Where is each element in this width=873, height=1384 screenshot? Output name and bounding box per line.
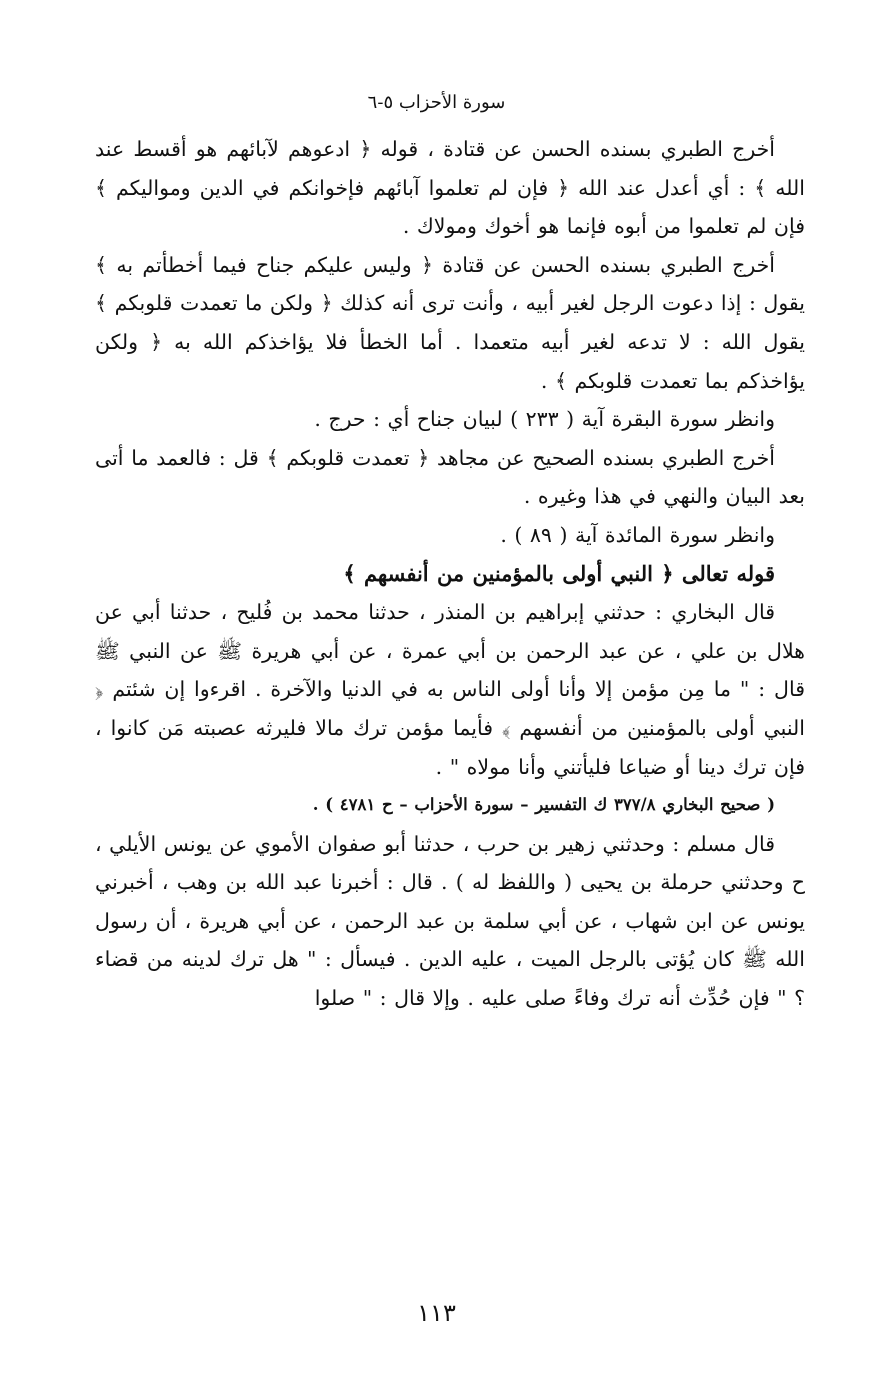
paragraph-tabari-qatada-1: أخرج الطبري بسنده الحسن عن قتادة ، قوله ﴿ ادعوهم لآبائهم هو أقسط عند الله ﴾ : أي أعدل عند الله ﴿ فإن لم تعلموا آبائهم فإخوانكم في الدين ومواليكم ﴾ فإن لم تعلموا من أبوه فإنما هو أخوك ومولاك . xyxy=(95,137,805,239)
paragraph-tabari-qatada-2: أخرج الطبري بسنده الحسن عن قتادة ﴿ وليس عليكم جناح فيما أخطأتم به ﴾ يقول : إذا دعوت الرجل لغير أبيه ، وأنت ترى أنه كذلك ﴿ ولكن ما تعمدت قلوبكم ﴾ يقول الله : لا تدعه لغير أبيه متعمدا . أما الخطأ فلا يؤاخذكم الله به ﴿ ولكن يؤاخذكم بما تعمدت قلوبكم ﴾ . xyxy=(95,252,805,393)
source-citation: ( صحيح البخاري ٣٧٧/٨ ك التفسير – سورة الأحزاب – ح ٤٧٨١ ) . xyxy=(312,795,775,815)
paragraph-see-baqara: وانظر سورة البقرة آية ( ٢٣٣ ) لبيان جناح أي : حرج . xyxy=(314,407,775,432)
hadith-muslim: قال مسلم : وحدثني زهير بن حرب ، حدثنا أبو صفوان الأموي عن يونس الأيلي ، ح وحدثني حرملة بن يحيى ( واللفظ له ) . قال : أخبرنا عبد الله بن وهب ، أخبرني يونس عن ابن شهاب ، عن أبي سلمة بن عبد الرحمن ، عن أبي هريرة ، أن رسول الله ﷺ كان يُؤتى بالرجل الميت ، عليه الدين . فيسأل : " هل ترك لدينه من قضاء ؟ " فإن حُدِّث أنه ترك وفاءً صلى عليه . وإلا قال : " صلوا xyxy=(95,831,805,1011)
paragraph-see-maida: وانظر سورة المائدة آية ( ٨٩ ) . xyxy=(500,522,775,547)
hadith-bukhari: قال البخاري : حدثني إبراهيم بن المنذر ، حدثنا محمد بن فُليح ، حدثنا أبي عن هلال بن علي ، عن عبد الرحمن بن أبي عمرة ، عن أبي هريرة ﷺ عن النبي ﷺ قال : " ما مِن مؤمن إلا وأنا أولى الناس به في الدنيا والآخرة . اقرءوا إن شئتم ﴿ النبي أولى بالمؤمنين من أنفسهم ﴾ فأيما مؤمن ترك مالا فليرثه عصبته مَن كانوا ، فإن ترك دينا أو ضياعا فليأتني وأنا مولاه " . xyxy=(95,600,805,779)
page-number: ١١٣ xyxy=(417,1299,456,1327)
body-text xyxy=(95,130,805,1018)
running-header: سورة الأحزاب ٥-٦ xyxy=(367,92,506,113)
paragraph-tabari-mujahid: أخرج الطبري بسنده الصحيح عن مجاهد ﴿ تعمدت قلوبكم ﴾ قل : فالعمد ما أتى بعد البيان والنهي في هذا وغيره . xyxy=(95,445,805,509)
verse-heading: قوله تعالى ﴿ النبي أولى بالمؤمنين من أنفسهم ﴾ xyxy=(343,560,775,586)
